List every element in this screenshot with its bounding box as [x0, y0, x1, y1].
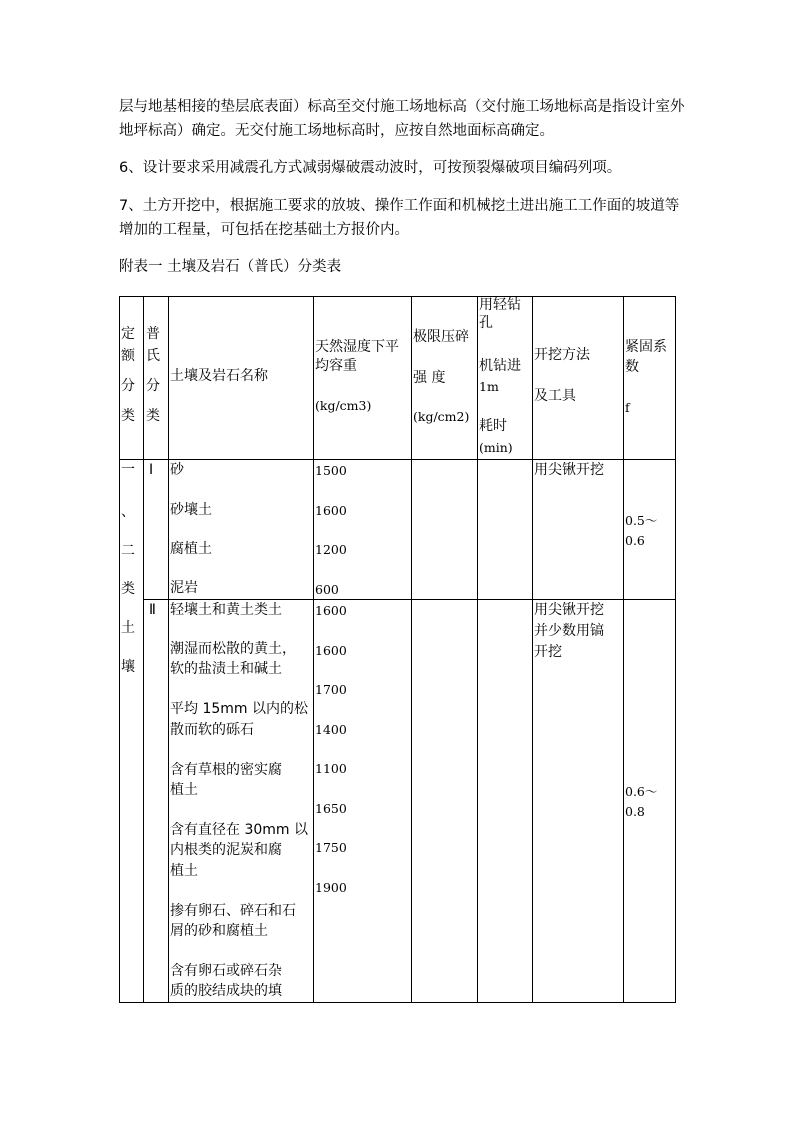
soil-name: 含有卵石或碎石杂 [170, 963, 282, 979]
firmness-coef: 0.6 [625, 533, 645, 548]
density-value: 1700 [315, 682, 347, 697]
header-strength-unit: (kg/cm2) [413, 409, 470, 424]
density-value: 1400 [315, 722, 347, 737]
density-value: 600 [315, 582, 339, 597]
header-protodyakonov-1: 普 [146, 326, 160, 342]
excavation-method: 开挖 [534, 644, 562, 660]
excavation-method: 并少数用镐 [534, 623, 604, 639]
header-quota-class-3: 分 [121, 378, 135, 394]
density-value: 1600 [315, 503, 347, 518]
soil-name: 含有草根的密实腐 [170, 762, 282, 778]
header-drill-time-5: 耗时 [479, 418, 507, 434]
header-density-1: 天然湿度下平 [315, 339, 399, 355]
soil-name: 腐植土 [170, 541, 212, 557]
excavation-method: 用尖锹开挖 [534, 602, 604, 618]
density-value: 1500 [315, 463, 347, 478]
header-quota-class-2: 额 [121, 348, 135, 364]
group-label-char: 、 [121, 504, 135, 520]
header-firmness-coef-1: 紧固系 [625, 339, 667, 355]
paragraph-2: 6、设计要求采用减震孔方式减弱爆破震动波时，可按预裂爆破项目编码列项。 [119, 160, 622, 176]
header-density-unit: (kg/cm3) [315, 398, 372, 413]
header-drill-time-3: 机钻进 [479, 358, 521, 374]
soil-name: 轻壤土和黄土类土 [170, 602, 282, 618]
soil-name: 屑的砂和腐植土 [170, 923, 268, 939]
soil-name: 植土 [170, 863, 198, 879]
firmness-coef: 0.5～ [625, 513, 658, 528]
density-value: 1200 [315, 542, 347, 557]
soil-name: 质的胶结成块的填 [170, 983, 282, 999]
soil-name: 散而软的砾石 [170, 722, 254, 738]
density-value: 1100 [315, 761, 347, 776]
header-firmness-coef-2: 数 [625, 359, 639, 375]
header-density-2: 均容重 [315, 358, 357, 374]
group-label-char: 壤 [121, 659, 135, 675]
table-title: 附表一 土壤及岩石（普氏）分类表 [119, 259, 342, 275]
soil-name: 潮湿而松散的黄土， [170, 641, 296, 657]
header-excavation-method-2: 及工具 [534, 388, 576, 404]
group-label-char: 二 [121, 543, 135, 559]
header-excavation-method-1: 开挖方法 [534, 347, 590, 363]
density-value: 1900 [315, 880, 347, 895]
header-protodyakonov-3: 分 [146, 378, 160, 394]
header-firmness-coef-3: f [625, 400, 630, 415]
soil-name: 砂 [170, 462, 184, 478]
soil-name: 泥岩 [170, 580, 198, 596]
group-label-char: 一 [121, 462, 135, 478]
header-protodyakonov-4: 类 [146, 408, 160, 424]
density-value: 1750 [315, 840, 347, 855]
soil-name: 平均 15mm 以内的松 [170, 701, 308, 717]
header-drill-time-4: 1m [479, 379, 499, 394]
soil-name: 植土 [170, 782, 198, 798]
soil-name: 软的盐渍土和碱土 [170, 661, 282, 677]
firmness-coef: 0.8 [625, 804, 645, 819]
group-label-char: 类 [121, 581, 135, 597]
paragraph-1: 层与地基相接的垫层底表面）标高至交付施工场地标高（交付施工场地标高是指设计室外地坪标高）确定。无交付施工场地标高时，应按自然地面标高确定。 [119, 99, 685, 139]
header-strength-2: 强 度 [413, 370, 446, 386]
header-drill-time-6: (min) [479, 440, 513, 455]
class-i-label: Ⅰ [149, 462, 154, 478]
soil-rock-classification-table [119, 296, 676, 1003]
header-protodyakonov-2: 氏 [146, 348, 160, 364]
group-label-char: 土 [121, 620, 135, 636]
density-value: 1600 [315, 603, 347, 618]
paragraph-3: 7、土方开挖中，根据施工要求的放坡、操作工作面和机械挖土进出施工工作面的坡道等增加的工程量，可包括在挖基础土方报价内。 [119, 198, 680, 238]
density-value: 1650 [315, 801, 347, 816]
header-drill-time-1: 用轻钻 [479, 297, 521, 313]
header-quota-class-4: 类 [121, 408, 135, 424]
header-strength-1: 极限压碎 [413, 329, 469, 345]
firmness-coef: 0.6～ [625, 784, 658, 799]
soil-name: 内根类的泥炭和腐 [170, 842, 282, 858]
header-quota-class-1: 定 [121, 326, 135, 342]
excavation-method: 用尖锹开挖 [534, 462, 604, 478]
class-ii-label: Ⅱ [149, 602, 156, 618]
header-soil-rock-name: 土壤及岩石名称 [170, 368, 268, 384]
soil-name: 含有直径在 30mm 以 [170, 822, 308, 838]
soil-name: 砂壤土 [170, 502, 212, 518]
soil-name: 掺有卵石、碎石和石 [170, 903, 296, 919]
density-value: 1600 [315, 643, 347, 658]
header-drill-time-2: 孔 [479, 315, 493, 331]
